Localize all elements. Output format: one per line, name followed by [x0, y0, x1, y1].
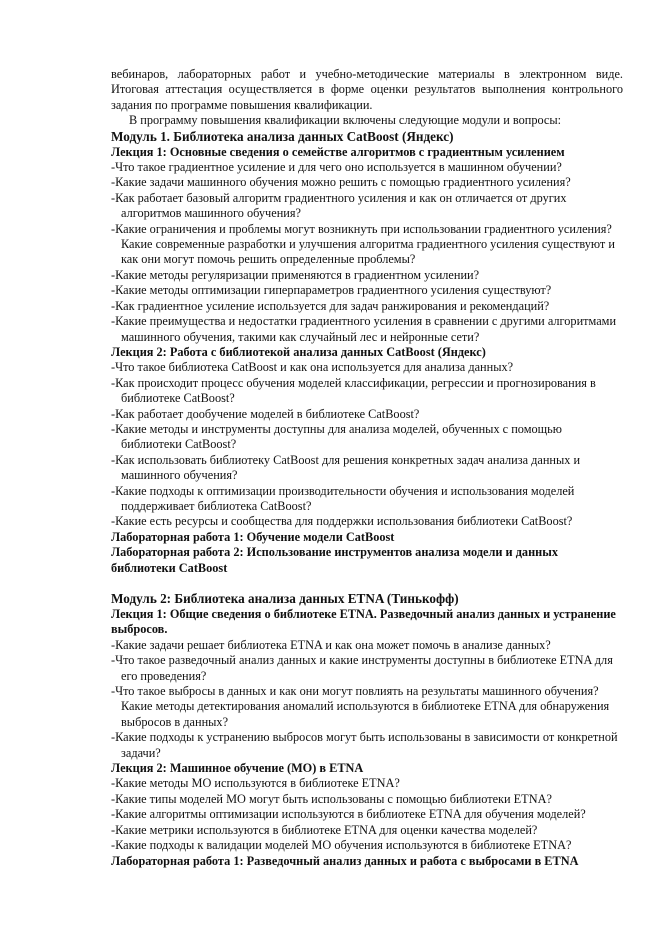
question-item: -Какие алгоритмы оптимизации используются в библиотеке ETNA для обучения моделей? [111, 807, 586, 822]
module-2-lab-1: Лабораторная работа 1: Разведочный анализ данных и работа с выбросами в ETNA [111, 853, 579, 868]
question-item: -Что такое выбросы в данных и как они могут повлиять на результаты машинного обучения? Какие методы детектирования аномалий используются в библиотеке ETNA для обнаружения выбросов в данных? [111, 684, 610, 729]
page-body [111, 67, 623, 869]
question-item: -Какие подходы к оптимизации производительности обучения и использования моделей поддерживает библиотека CatBoost? [111, 483, 575, 513]
question-item: -Какие типы моделей МО могут быть использованы с помощью библиотеки ETNA? [111, 791, 552, 806]
module-1-lecture-2-title: Лекция 2: Работа с библиотекой анализа данных CatBoost (Яндекс) [111, 344, 486, 359]
question-item: -Какие методы регуляризации применяются в градиентном усилении? [111, 267, 480, 282]
question-item: -Как использовать библиотеку CatBoost для решения конкретных задач анализа данных и машинного обучения? [111, 452, 581, 483]
question-item: -Какие методы МО используются в библиотеке ETNA? [111, 776, 400, 791]
intro-modules-lead: В программу повышения квалификации включены следующие модули и вопросы: [129, 113, 562, 128]
module-1-lab-1: Лабораторная работа 1: Обучение модели CatBoost [111, 529, 395, 544]
module-2-lecture-2-title: Лекция 2: Машинное обучение (МО) в ETNA [111, 761, 364, 776]
question-item: -Какие задачи решает библиотека ETNA и как она может помочь в анализе данных? [111, 637, 551, 652]
module-1-lecture-1-title: Лекция 1: Основные сведения о семействе алгоритмов с градиентным усилением [111, 144, 565, 159]
module-1-lab-2: Лабораторная работа 2: Использование инструментов анализа модели и данных библиотеки CatBoost [111, 545, 558, 575]
question-item: -Как происходит процесс обучения моделей классификации, регрессии и прогнозирования в библиотеке CatBoost? [111, 375, 596, 406]
module-2-lecture-1-title: Лекция 1: Общие сведения о библиотеке ETNA. Разведочный анализ данных и устранение выбросов. [111, 607, 616, 637]
question-item: -Какие подходы к устранению выбросов могут быть использованы в зависимости от конкретной задачи? [111, 730, 618, 760]
module-1-title: Модуль 1. Библиотека анализа данных CatBoost (Яндекс) [111, 128, 454, 144]
question-item: -Что такое библиотека CatBoost и как она используется для анализа данных? [111, 360, 514, 375]
question-item: -Как работает дообучение моделей в библиотеке CatBoost? [111, 406, 420, 421]
question-item: -Как градиентное усиление используется для задач ранжирования и рекомендаций? [111, 298, 550, 313]
question-item: -Как работает базовый алгоритм градиентного усиления и как он отличается от других алгоритмов машинного обучения? [111, 190, 567, 221]
question-item: -Какие есть ресурсы и сообщества для поддержки использования библиотеки CatBoost? [111, 514, 573, 529]
section-spacer [111, 576, 623, 591]
question-item: -Что такое разведочный анализ данных и какие инструменты доступны в библиотеке ETNA для его проведения? [111, 653, 613, 683]
intro-paragraph: вебинаров, лабораторных работ и учебно-методические материалы в электронном виде. Итоговая аттестация осуществляется в форме оценки результатов выполнения контрольного задания по программе повышения квалификации. [111, 67, 623, 112]
question-item: -Какие ограничения и проблемы могут возникнуть при использовании градиентного усиления? Какие современные разработки и улучшения алгоритма градиентного усиления существуют и как они могут помочь решить определенные проблемы? [111, 221, 615, 267]
question-item: -Какие преимущества и недостатки градиентного усиления в сравнении с другими алгоритмами машинного обучения, такими как случайный лес и нейронные сети? [111, 314, 617, 344]
module-2-title: Модуль 2: Библиотека анализа данных ETNA (Тинькофф) [111, 591, 459, 606]
question-item: -Какие методы оптимизации гиперпараметров градиентного усиления существуют? [111, 283, 552, 298]
question-item: -Какие задачи машинного обучения можно решить с помощью градиентного усиления? [111, 175, 571, 190]
question-item: -Что такое градиентное усиление и для чего оно используется в машинном обучении? [111, 160, 562, 175]
question-item: -Какие методы и инструменты доступны для анализа моделей, обученных с помощью библиотеки CatBoost? [111, 421, 562, 452]
question-item: -Какие метрики используются в библиотеке ETNA для оценки качества моделей? [111, 822, 538, 837]
question-item: -Какие подходы к валидации моделей МО обучения используются в библиотеке ETNA? [111, 838, 572, 853]
